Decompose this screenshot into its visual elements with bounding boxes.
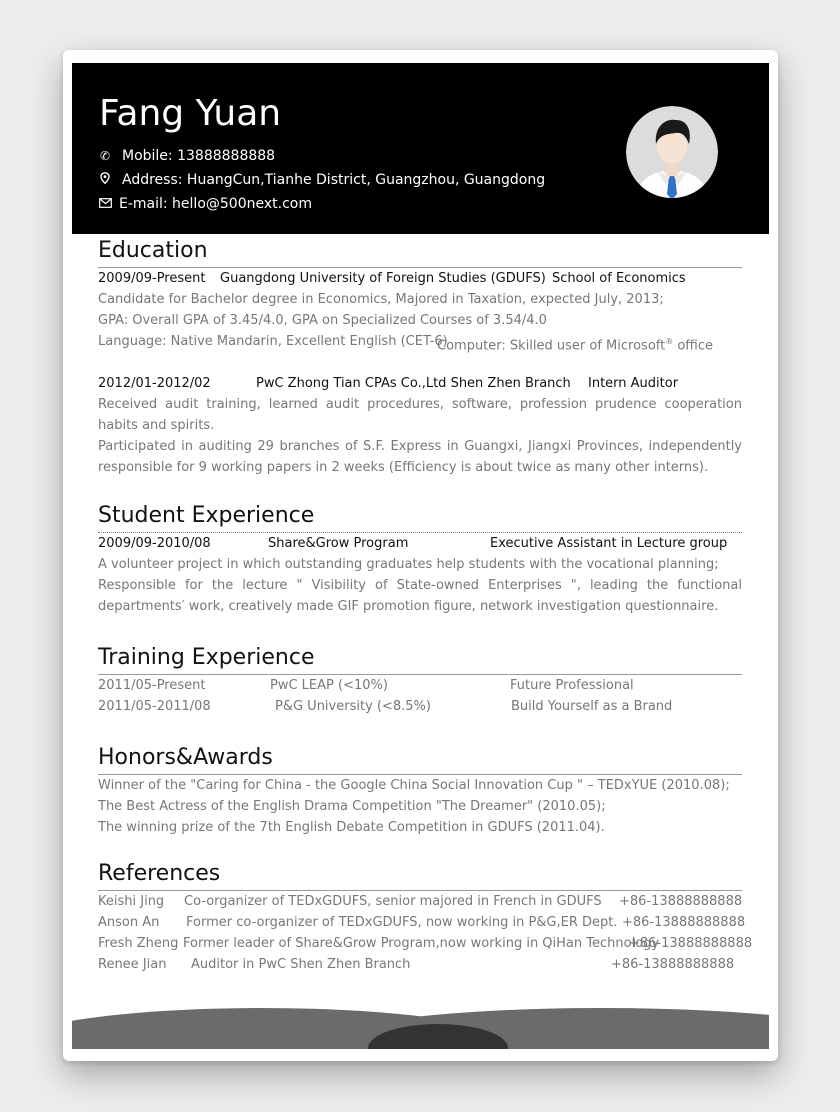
entry-role: Executive Assistant in Lecture group (490, 536, 728, 551)
references-section (98, 860, 753, 975)
section-title: References (98, 861, 221, 886)
reference-phone: +86-13888888888 (622, 915, 746, 930)
entry-line: Candidate for Bachelor degree in Economics, Majored in Taxation, expected July, 2013; (98, 292, 664, 307)
mobile-text: Mobile: 13888888888 (122, 148, 276, 164)
honor-line: The Best Actress of the English Drama Competition "The Dreamer" (2010.05); (98, 799, 606, 814)
entry-line: A volunteer project in which outstanding graduates help students with the vocational planning; (98, 557, 719, 572)
reference-desc: Auditor in PwC Shen Zhen Branch (191, 957, 411, 972)
entry-org: Guangdong University of Foreign Studies (GDUFS) (220, 271, 546, 286)
address-line (98, 170, 545, 190)
entry-date: 2009/09-Present (98, 271, 206, 286)
honor-line: Winner of the "Caring for China - the Google China Social Innovation Cup " – TEDxYUE (2010.08); (98, 778, 730, 793)
address-text: Address: HuangCun,Tianhe District, Guangzhou, Guangdong (122, 172, 546, 188)
resume-page (63, 50, 778, 1061)
entry-org: Share&Grow Program (268, 536, 409, 551)
footer-wave-decoration (72, 1000, 769, 1049)
reference-desc: Former leader of Share&Grow Program,now working in QiHan Technology (183, 936, 660, 951)
mobile-line (98, 146, 275, 166)
honor-line: The winning prize of the 7th English Debate Competition in GDUFS (2011.04). (98, 820, 605, 835)
reference-desc: Former co-organizer of TEDxGDUFS, now working in P&G,ER Dept. (186, 915, 618, 930)
education-section (98, 237, 742, 478)
entry-line: GPA: Overall GPA of 3.45/4.0, GPA on Specialized Courses of 3.54/4.0 (98, 313, 547, 328)
entry-paragraph: Received audit training, learned audit procedures, software, profession prudence cooperation habits and spirits. (98, 397, 742, 433)
reference-name: Keishi Jing (98, 894, 165, 909)
entry-org: PwC Zhong Tian CPAs Co.,Ltd Shen Zhen Branch (256, 376, 571, 391)
entry-role: School of Economics (552, 271, 686, 286)
reference-row (98, 912, 746, 933)
section-title: Education (98, 238, 208, 263)
reference-phone: +86-13888888888 (611, 957, 735, 972)
training-program: P&G University (<8.5%) (275, 699, 431, 714)
entry-paragraph: Responsible for the lecture " Visibility of State-owned Enterprises ", leading the functional departments′ work, creatively made GIF promotion figure, network investigation questionnaire. (98, 578, 742, 614)
entry-role: Intern Auditor (588, 376, 679, 391)
entry-paragraph: Participated in auditing 29 branches of S.F. Express in Guangxi, Jiangxi Provinces, independently responsible for 9 working papers in 2 weeks (Efficiency is about twice as many other interns). (98, 439, 742, 475)
reference-name: Renee Jian (98, 957, 167, 972)
section-title: Honors&Awards (98, 745, 273, 770)
reference-phone: +86-13888888888 (619, 894, 743, 909)
computer-text: Computer: Skilled user of Microsoft® office (437, 337, 714, 354)
training-desc: Build Yourself as a Brand (511, 699, 673, 714)
reference-name: Anson An (98, 915, 160, 930)
email-line (98, 194, 312, 214)
envelope-icon (98, 194, 112, 214)
reference-row (98, 891, 742, 912)
location-pin-icon (98, 170, 112, 190)
reference-row (98, 954, 742, 975)
training-experience-section (98, 644, 742, 717)
phone-icon: ✆ (99, 149, 111, 163)
section-title: Training Experience (98, 645, 315, 670)
training-row (98, 696, 742, 717)
candidate-name: Fang Yuan (99, 93, 282, 134)
training-date: 2011/05-2011/08 (98, 699, 211, 714)
training-program: PwC LEAP (<10%) (270, 678, 388, 693)
entry-date: 2009/09-2010/08 (98, 536, 211, 551)
student-entry-header (98, 533, 742, 554)
section-title: Student Experience (98, 503, 315, 528)
honors-awards-section (98, 744, 742, 838)
training-row (98, 675, 742, 696)
avatar-icon (626, 106, 718, 198)
training-date: 2011/05-Present (98, 678, 206, 693)
education-entry-header (98, 373, 742, 394)
email-text: E-mail: hello@500next.com (119, 196, 312, 212)
training-desc: Future Professional (510, 678, 634, 693)
education-entry-header (98, 268, 742, 289)
entry-date: 2012/01-2012/02 (98, 376, 211, 391)
resume-header (72, 63, 769, 234)
skills-line (98, 331, 742, 352)
reference-phone: +86-13888888888 (629, 936, 753, 951)
reference-name: Fresh Zheng (98, 936, 179, 951)
reference-row (98, 933, 753, 954)
student-experience-section (98, 502, 742, 617)
language-text: Language: Native Mandarin, Excellent English (CET-6) (98, 334, 448, 349)
reference-desc: Co-organizer of TEDxGDUFS, senior majored in French in GDUFS (184, 894, 602, 909)
